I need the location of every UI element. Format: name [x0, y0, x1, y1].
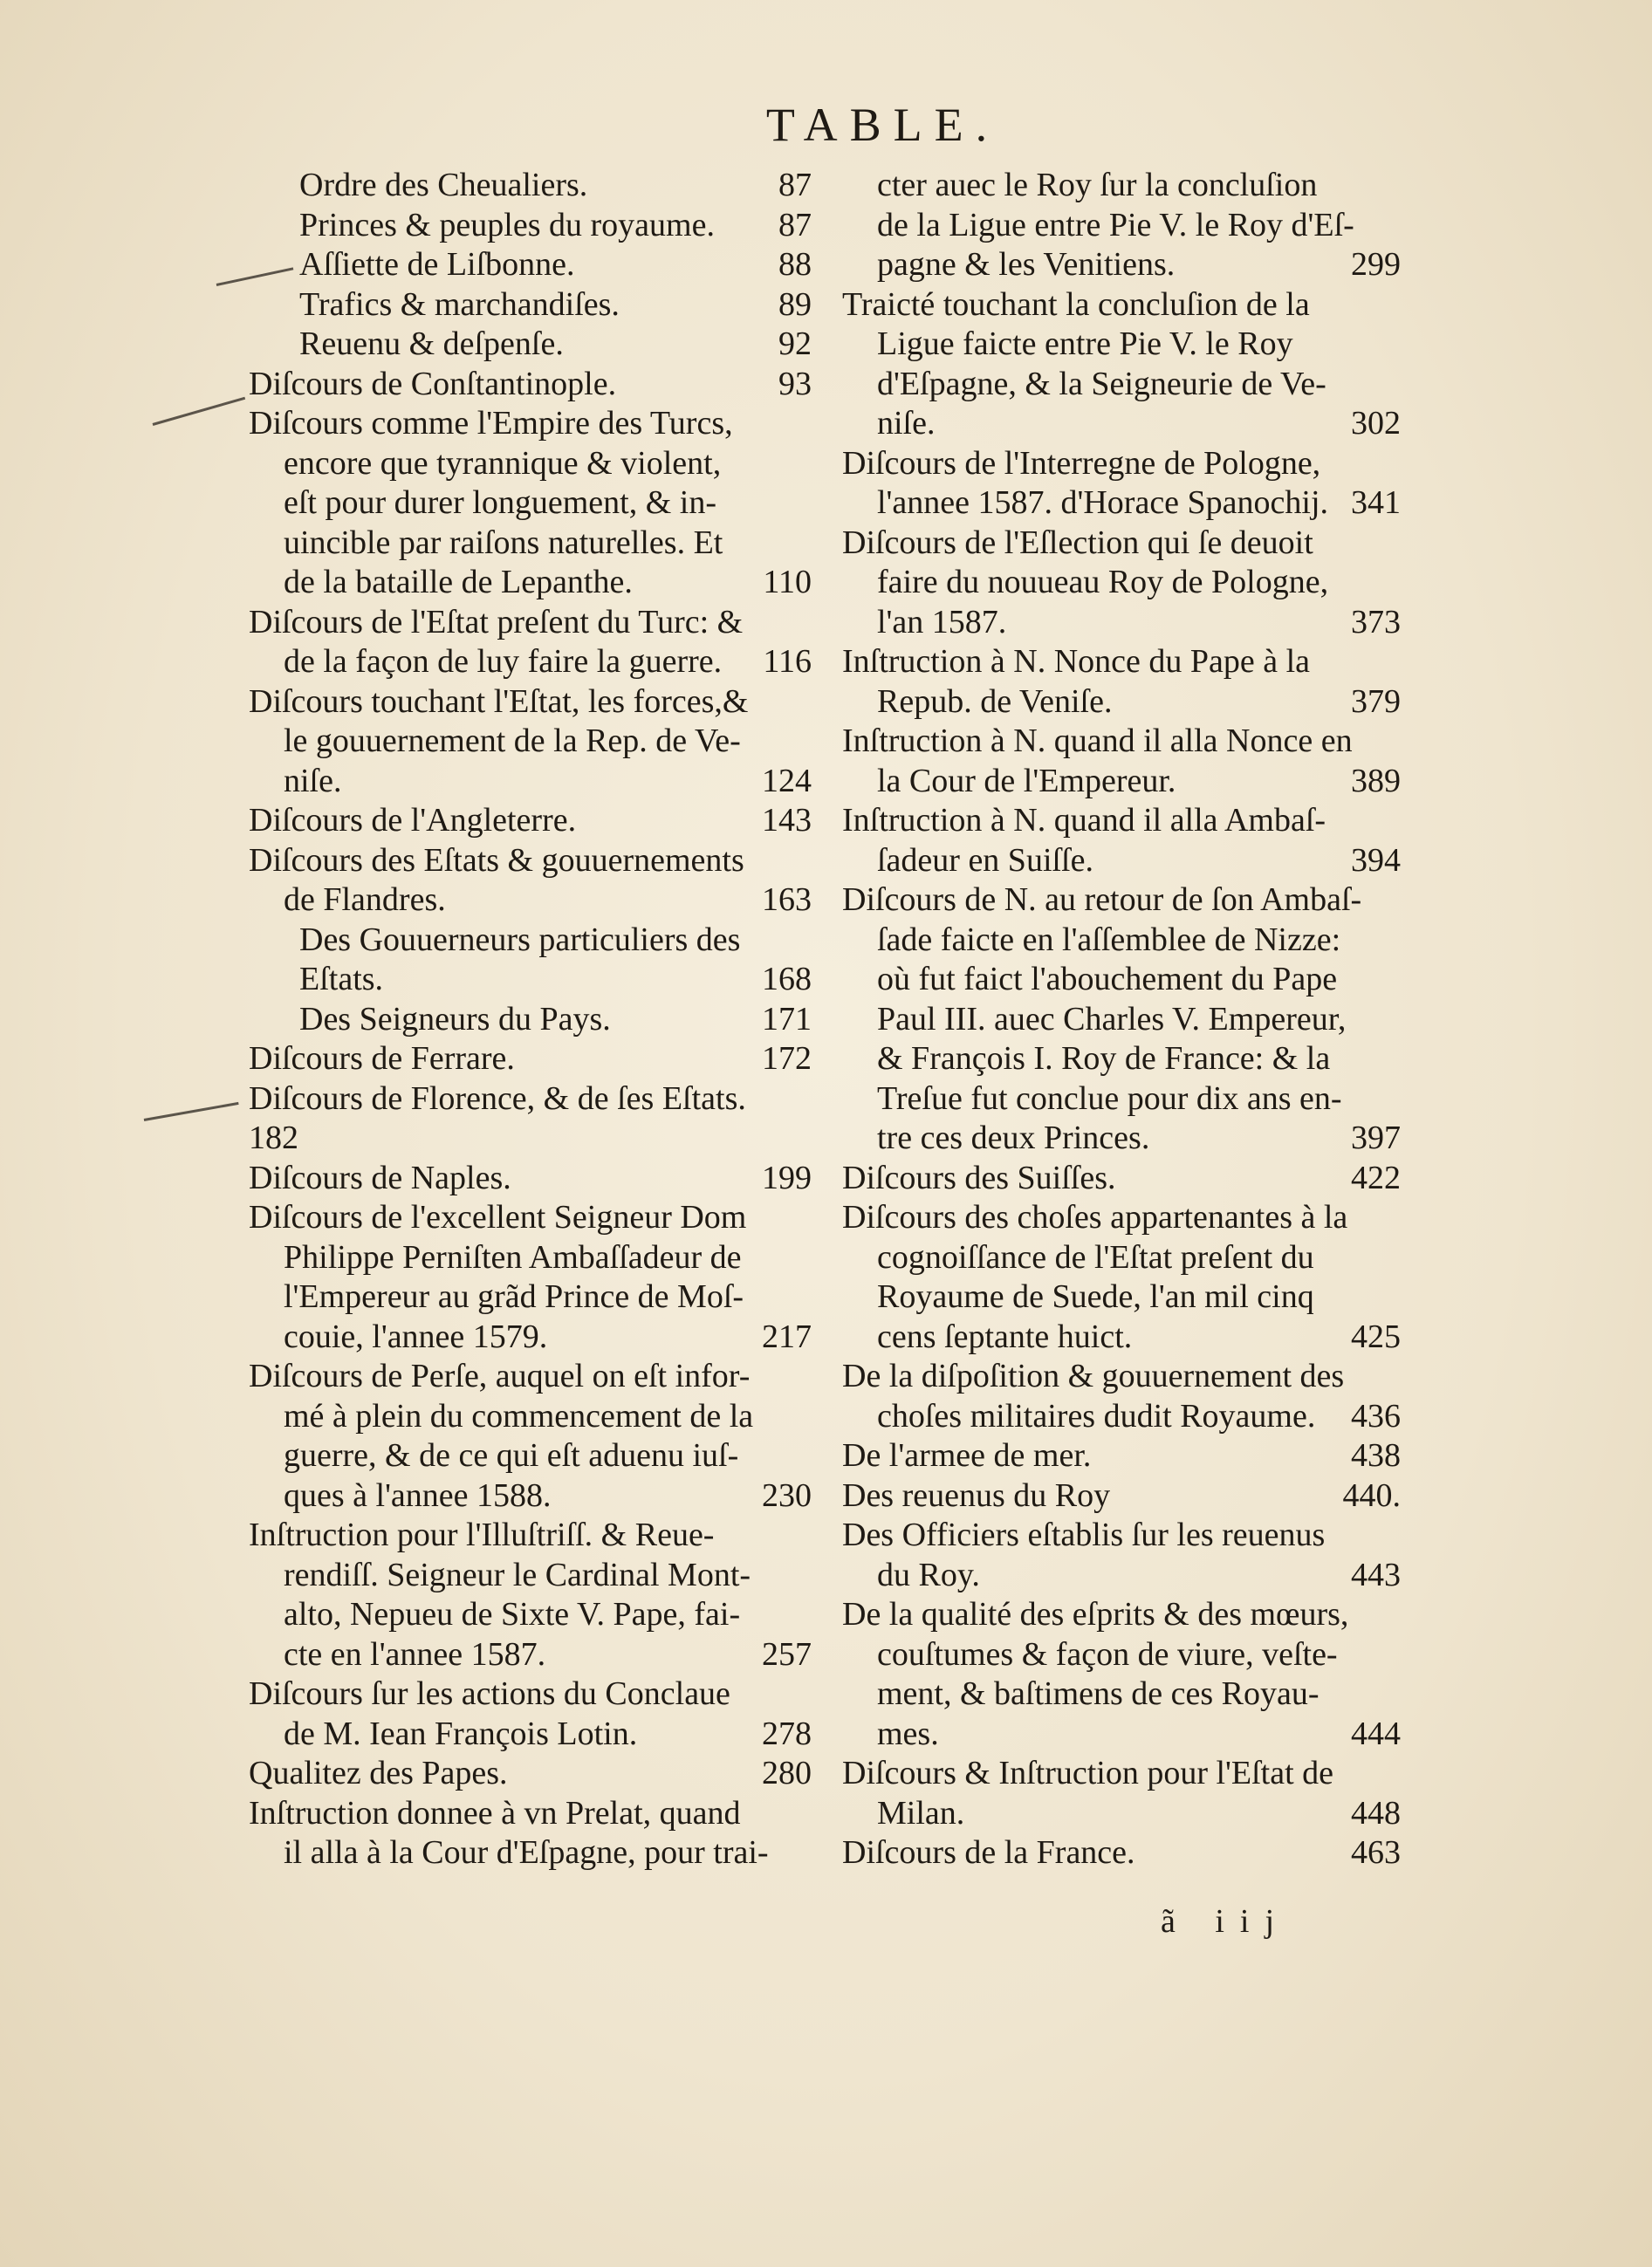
toc-entry-page — [1390, 563, 1401, 603]
toc-entry-page — [1390, 1079, 1401, 1120]
toc-entry-page: 199 — [762, 1159, 812, 1196]
toc-entry-title: Diſcours de l'Interregne de Pologne, — [842, 444, 1321, 482]
toc-entry-title: Diſcours de Naples. — [249, 1159, 511, 1196]
toc-entry-page: 440. — [1342, 1476, 1401, 1514]
toc-entry — [842, 1556, 1401, 1596]
toc-entry-page: 373 — [1351, 603, 1401, 640]
toc-entry — [842, 1119, 1401, 1159]
toc-entry — [842, 325, 1401, 365]
toc-entry-page — [801, 682, 812, 723]
toc-entry — [249, 285, 812, 325]
toc-entry-page: 436 — [1351, 1397, 1401, 1435]
toc-entry-title: tre ces deux Princes. — [877, 1120, 1150, 1156]
toc-entry-title: ques à l'annee 1588. — [284, 1476, 552, 1514]
toc-entry-title: Diſcours de Conſtantinople. — [249, 365, 617, 402]
toc-entry-page — [1390, 166, 1401, 206]
toc-entry-page — [801, 1556, 812, 1596]
toc-entry-title: Diſcours comme l'Empire des Turcs, — [249, 405, 733, 442]
toc-entry-page: 172 — [762, 1040, 812, 1077]
toc-entry-title: de M. Iean François Lotin. — [284, 1715, 638, 1752]
toc-entry-page: 422 — [1351, 1159, 1401, 1196]
toc-entry-title: Des Gouuerneurs particuliers des — [299, 921, 741, 958]
toc-entry-title: Diſcours touchant l'Eſtat, les forces,& — [249, 682, 749, 720]
toc-entry — [842, 444, 1401, 484]
toc-entry — [842, 801, 1401, 841]
toc-entry-title: Diſcours de Florence, & de ſes Eſtats. — [249, 1079, 746, 1117]
toc-entry — [249, 1754, 812, 1794]
toc-entry-title: & François I. Roy de France: & la — [877, 1040, 1331, 1077]
toc-entry — [249, 1079, 812, 1120]
toc-entry-title: Qualitez des Papes. — [249, 1755, 508, 1791]
toc-entry — [842, 1675, 1401, 1715]
toc-entry — [249, 1039, 812, 1079]
toc-entry — [842, 1159, 1401, 1199]
toc-entry-title: guerre, & de ce qui eſt aduenu iuſ- — [284, 1437, 739, 1474]
toc-entry-title: De la qualité des eſprits & des mœurs, — [842, 1596, 1349, 1633]
toc-entry-title: De l'armee de mer. — [842, 1437, 1092, 1474]
toc-entry-title: Princes & peuples du royaume. — [299, 206, 715, 243]
toc-entry — [842, 1318, 1401, 1358]
toc-entry-page — [1390, 1357, 1401, 1397]
toc-entry — [842, 1754, 1401, 1794]
toc-entry — [249, 483, 812, 524]
toc-entry-title: Des Officiers eſtablis ſur les reuenus — [842, 1517, 1326, 1553]
toc-entry-title: Diſcours des Eſtats & gouuernements — [249, 841, 744, 879]
toc-entry-page — [801, 1397, 812, 1437]
toc-entry-title: Royaume de Suede, l'an mil cinq — [877, 1278, 1314, 1315]
toc-entry-title: de la bataille de Lepanthe. — [284, 564, 633, 600]
toc-entry — [842, 880, 1401, 921]
toc-entry-title: mes. — [877, 1715, 939, 1752]
toc-entry-page — [801, 444, 812, 484]
toc-entry-page: 444 — [1351, 1715, 1401, 1752]
toc-entry-page — [1390, 722, 1401, 762]
toc-entry — [842, 1516, 1401, 1556]
toc-entry-page: 168 — [762, 961, 812, 997]
toc-entry-page: 389 — [1351, 762, 1401, 799]
toc-entry-page — [801, 524, 812, 564]
toc-entry-title: de la façon de luy faire la guerre. — [284, 643, 723, 680]
toc-entry-page — [1390, 801, 1401, 841]
toc-entry — [249, 206, 812, 246]
toc-entry — [842, 245, 1401, 285]
toc-entry-page — [1390, 880, 1401, 921]
toc-entry-page: 280 — [762, 1755, 812, 1791]
toc-right-column — [842, 166, 1401, 1873]
toc-entry-page — [801, 1436, 812, 1476]
toc-entry-title: le gouuernement de la Rep. de Ve- — [284, 723, 741, 759]
toc-entry-title: Des reuenus du Roy — [842, 1476, 1111, 1514]
toc-entry — [842, 1397, 1401, 1437]
toc-entry-title: De la diſpoſition & gouuernement des — [842, 1358, 1345, 1394]
toc-entry-page: 110 — [763, 564, 812, 600]
toc-entry-title: Diſcours de Perſe, auquel on eſt infor- — [249, 1358, 751, 1394]
toc-entry — [842, 841, 1401, 881]
toc-entry-title: Diſcours ſur les actions du Conclaue — [249, 1675, 730, 1712]
toc-entry-title: Diſcours de Ferrare. — [249, 1040, 515, 1077]
toc-entry — [249, 1436, 812, 1476]
toc-entry — [249, 603, 812, 643]
toc-entry — [249, 1357, 812, 1397]
toc-entry-title: de Flandres. — [284, 881, 446, 918]
toc-entry — [842, 1715, 1401, 1755]
toc-entry-title: eſt pour durer longuement, & in- — [284, 484, 716, 521]
toc-entry-title: niſe. — [877, 405, 936, 442]
toc-entry-page — [1390, 921, 1401, 961]
toc-entry — [249, 921, 812, 961]
toc-entry — [842, 1833, 1401, 1873]
toc-entry — [249, 1277, 812, 1318]
toc-entry — [249, 1794, 812, 1834]
toc-entry-title: Treſue fut conclue pour dix ans en- — [877, 1079, 1342, 1117]
toc-entry-page — [1390, 1039, 1401, 1079]
toc-entry — [249, 1000, 812, 1040]
toc-entry-title: Inſtruction à N. quand il alla Nonce en — [842, 723, 1353, 759]
toc-entry-page: 143 — [762, 802, 812, 839]
toc-entry — [249, 1238, 812, 1278]
toc-entry — [842, 483, 1401, 524]
toc-entry-page — [801, 1675, 812, 1715]
toc-entry-page — [1390, 1000, 1401, 1040]
margin-pen-stroke — [144, 1102, 239, 1121]
toc-entry-page: 89 — [778, 285, 812, 323]
toc-entry — [842, 642, 1401, 682]
toc-entry-page — [1390, 1277, 1401, 1318]
toc-entry-page: 379 — [1351, 682, 1401, 720]
toc-entry-page: 230 — [762, 1476, 812, 1514]
toc-entry — [842, 1198, 1401, 1238]
toc-entry-page: 425 — [1351, 1318, 1401, 1355]
toc-left-column — [249, 166, 812, 1873]
toc-entry-title: mé à plein du commencement de la — [284, 1397, 754, 1435]
toc-entry-title: Diſcours des Suiſſes. — [842, 1159, 1116, 1196]
toc-entry-page — [801, 1277, 812, 1318]
toc-entry — [842, 1079, 1401, 1120]
toc-entry-page — [801, 921, 812, 961]
toc-entry-title: couie, l'annee 1579. — [284, 1318, 548, 1355]
toc-entry-page: 87 — [778, 167, 812, 203]
toc-entry-title: 182 — [249, 1120, 298, 1156]
toc-entry — [249, 166, 812, 206]
toc-entry — [249, 1397, 812, 1437]
toc-entry — [842, 921, 1401, 961]
toc-entry — [249, 1675, 812, 1715]
toc-entry — [249, 1198, 812, 1238]
toc-entry — [249, 524, 812, 564]
toc-entry-page — [1390, 1675, 1401, 1715]
toc-entry-page — [801, 1198, 812, 1238]
toc-entry-title: Philippe Perniſten Ambaſſadeur de — [284, 1238, 742, 1276]
toc-entry-page — [801, 1357, 812, 1397]
toc-entry — [842, 1357, 1401, 1397]
toc-entry — [249, 642, 812, 682]
toc-entry — [842, 1436, 1401, 1476]
toc-entry-title: il alla à la Cour d'Eſpagne, pour trai- — [284, 1834, 769, 1871]
toc-entry-title: Ordre des Cheualiers. — [299, 167, 588, 203]
toc-entry — [842, 563, 1401, 603]
toc-entry-page: 124 — [762, 762, 812, 799]
toc-entry-page — [801, 1794, 812, 1834]
toc-entry-title: la Cour de l'Empereur. — [877, 762, 1176, 799]
toc-entry — [249, 1715, 812, 1755]
toc-entry — [842, 1277, 1401, 1318]
toc-entry — [249, 762, 812, 802]
toc-entry — [249, 722, 812, 762]
toc-entry — [249, 365, 812, 405]
toc-entry-page — [801, 1119, 812, 1159]
toc-entry-page: 463 — [1351, 1834, 1401, 1871]
toc-entry — [249, 960, 812, 1000]
toc-entry — [842, 603, 1401, 643]
toc-entry-title: pagne & les Venitiens. — [877, 246, 1176, 283]
toc-entry-title: alto, Nepueu de Sixte V. Pape, fai- — [284, 1596, 741, 1633]
toc-entry-title: couſtumes & façon de viure, veſte- — [877, 1635, 1338, 1673]
toc-entry — [842, 762, 1401, 802]
toc-entry — [249, 1516, 812, 1556]
toc-entry-title: Diſcours de la France. — [842, 1834, 1135, 1871]
toc-entry-title: Inſtruction à N. quand il alla Ambaſ- — [842, 802, 1326, 839]
toc-entry-title: faire du nouueau Roy de Pologne, — [877, 564, 1329, 600]
toc-entry-title: rendiſſ. Seigneur le Cardinal Mont- — [284, 1556, 751, 1593]
toc-entry-title: Diſcours de N. au retour de ſon Ambaſ- — [842, 881, 1362, 918]
toc-entry-page — [801, 404, 812, 444]
toc-entry — [842, 285, 1401, 325]
toc-entry-page: 438 — [1351, 1437, 1401, 1474]
toc-entry — [249, 1476, 812, 1517]
toc-entry-page — [801, 1833, 812, 1873]
toc-entry-title: Diſcours des choſes appartenantes à la — [842, 1199, 1348, 1236]
signature-mark: ã iij — [1161, 1903, 1291, 1940]
margin-pen-stroke — [153, 397, 246, 426]
toc-entry-page — [1390, 206, 1401, 246]
toc-entry — [842, 1794, 1401, 1834]
toc-entry-page: 88 — [778, 246, 812, 283]
toc-entry-page: 448 — [1351, 1794, 1401, 1832]
toc-entry-page — [1390, 960, 1401, 1000]
toc-entry-title: Diſcours de l'excellent Seigneur Dom — [249, 1199, 747, 1236]
toc-entry-title: Paul III. auec Charles V. Empereur, — [877, 1000, 1347, 1038]
toc-entry — [249, 1833, 812, 1873]
toc-entry-page: 299 — [1351, 246, 1401, 283]
toc-entry-page — [1390, 1516, 1401, 1556]
toc-entry-title: de la Ligue entre Pie V. le Roy d'Eſ- — [877, 206, 1354, 243]
toc-entry — [842, 404, 1401, 444]
toc-entry-title: Inſtruction pour l'Illuſtriſſ. & Reue- — [249, 1517, 715, 1553]
toc-entry-title: choſes militaires dudit Royaume. — [877, 1397, 1316, 1435]
toc-entry-page: 302 — [1351, 405, 1401, 442]
toc-entry-page — [1390, 524, 1401, 564]
toc-entry — [249, 682, 812, 723]
toc-entry-page: 87 — [778, 206, 812, 243]
toc-entry — [249, 1119, 812, 1159]
toc-entry-title: Inſtruction donnee à vn Prelat, quand — [249, 1794, 741, 1832]
toc-entry-page: 92 — [778, 325, 812, 362]
toc-entry-title: Des Seigneurs du Pays. — [299, 1000, 611, 1038]
toc-entry — [249, 245, 812, 285]
toc-entry — [249, 1635, 812, 1675]
toc-entry-title: Inſtruction à N. Nonce du Pape à la — [842, 643, 1311, 680]
toc-entry — [842, 1000, 1401, 1040]
toc-entry-title: ment, & baſtimens de ces Royau- — [877, 1675, 1320, 1712]
toc-entry-page: 443 — [1351, 1556, 1401, 1593]
toc-entry-page — [1390, 444, 1401, 484]
toc-entry-title: d'Eſpagne, & la Seigneurie de Ve- — [877, 365, 1326, 402]
toc-entry-page: 397 — [1351, 1120, 1401, 1156]
toc-entry-page: 93 — [778, 365, 812, 402]
toc-entry-page: 217 — [762, 1318, 812, 1355]
toc-entry — [249, 841, 812, 881]
toc-entry — [842, 1635, 1401, 1675]
toc-entry — [842, 960, 1401, 1000]
toc-entry-title: niſe. — [284, 762, 342, 799]
toc-entry-title: Diſcours de l'Eſtat preſent du Turc: & — [249, 603, 744, 640]
toc-entry-page — [801, 483, 812, 524]
toc-entry-page — [1390, 1198, 1401, 1238]
toc-entry-title: ſadeur en Suiſſe. — [877, 841, 1093, 879]
toc-entry-page: 278 — [762, 1715, 812, 1752]
toc-entry-title: l'an 1587. — [877, 603, 1007, 640]
toc-entry-title: Repub. de Veniſe. — [877, 682, 1113, 720]
toc-entry-title: Diſcours de l'Eſlection qui ſe deuoit — [842, 524, 1313, 561]
toc-entry-page: 341 — [1351, 484, 1401, 521]
toc-entry-title: cter auec le Roy ſur la concluſion — [877, 167, 1318, 203]
toc-entry-title: cognoiſſance de l'Eſtat preſent du — [877, 1238, 1314, 1276]
toc-entry-title: encore que tyrannique & violent, — [284, 444, 722, 482]
toc-entry — [842, 524, 1401, 564]
toc-entry — [249, 1595, 812, 1635]
toc-entry-title: du Roy. — [877, 1556, 980, 1593]
toc-entry — [249, 444, 812, 484]
toc-entry-title: Traicté touchant la concluſion de la — [842, 285, 1310, 323]
toc-entry-page — [801, 603, 812, 643]
toc-entry — [842, 1039, 1401, 1079]
toc-entry-title: Aſſiette de Liſbonne. — [299, 246, 575, 283]
toc-entry-page — [1390, 1635, 1401, 1675]
toc-entry-title: où fut faict l'abouchement du Pape — [877, 961, 1338, 997]
toc-entry — [249, 1318, 812, 1358]
page-header: TABLE. — [765, 99, 1000, 151]
toc-entry-title: Eſtats. — [299, 961, 384, 997]
toc-entry-page — [1390, 1238, 1401, 1278]
toc-entry-page: 394 — [1351, 841, 1401, 879]
toc-entry — [842, 682, 1401, 723]
toc-entry-page: 257 — [762, 1635, 812, 1673]
toc-entry-page — [1390, 285, 1401, 325]
toc-entry-title: l'annee 1587. d'Horace Spanochij. — [877, 484, 1329, 521]
toc-entry-title: cte en l'annee 1587. — [284, 1635, 546, 1673]
toc-entry-page: 171 — [762, 1000, 812, 1038]
toc-entry-title: uincible par raiſons naturelles. Et — [284, 524, 723, 561]
toc-entry — [249, 880, 812, 921]
toc-entry — [842, 1238, 1401, 1278]
toc-entry-title: Diſcours & Inſtruction pour l'Eſtat de — [842, 1755, 1334, 1791]
toc-entry-title: Trafics & marchandiſes. — [299, 285, 620, 323]
toc-entry-page — [1390, 1754, 1401, 1794]
toc-entry-page: 116 — [763, 643, 812, 680]
toc-entry-title: ſade faicte en l'aſſemblee de Nizze: — [877, 921, 1341, 958]
toc-entry-page — [801, 1595, 812, 1635]
toc-entry — [842, 365, 1401, 405]
toc-entry-page — [1390, 325, 1401, 365]
toc-entry — [842, 1476, 1401, 1517]
toc-entry-page — [1390, 642, 1401, 682]
toc-entry — [842, 722, 1401, 762]
toc-entry-title: cens ſeptante huict. — [877, 1318, 1133, 1355]
toc-entry-page — [801, 1079, 812, 1120]
toc-entry-page: 163 — [762, 881, 812, 918]
toc-entry-page — [801, 1516, 812, 1556]
toc-entry-title: Reuenu & deſpenſe. — [299, 325, 564, 362]
toc-entry-title: Milan. — [877, 1794, 965, 1832]
toc-entry-title: Ligue faicte entre Pie V. le Roy — [877, 325, 1293, 362]
toc-entry-page — [1390, 1595, 1401, 1635]
toc-entry — [842, 206, 1401, 246]
toc-entry — [842, 166, 1401, 206]
toc-entry-page — [801, 722, 812, 762]
toc-entry — [842, 1595, 1401, 1635]
toc-entry — [249, 404, 812, 444]
toc-entry-page — [801, 1238, 812, 1278]
toc-entry-title: Diſcours de l'Angleterre. — [249, 802, 577, 839]
toc-entry-page — [1390, 365, 1401, 405]
toc-entry — [249, 1159, 812, 1199]
toc-entry — [249, 801, 812, 841]
toc-entry-title: l'Empereur au grãd Prince de Moſ- — [284, 1278, 744, 1315]
toc-entry — [249, 563, 812, 603]
toc-entry — [249, 1556, 812, 1596]
toc-entry — [249, 325, 812, 365]
toc-entry-page — [801, 841, 812, 881]
